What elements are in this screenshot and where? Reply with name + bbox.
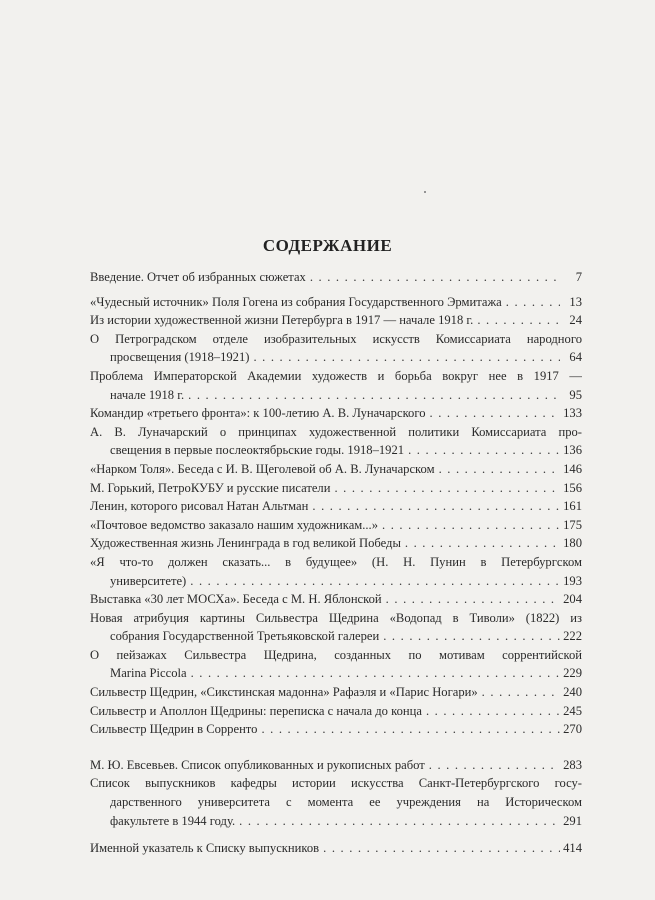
toc-entry [90, 423, 582, 460]
page-number: 204 [563, 592, 582, 607]
toc-entry-title-line: А. В. Луначарский о принципах художественной политики Комиссариата про- [90, 424, 582, 439]
page-number: 161 [563, 499, 582, 514]
toc-entry-title-line: университете) [110, 573, 187, 588]
toc-entry-title-line: «Нарком Толя». Беседа с И. В. Щеголевой об А. В. Луначарском [90, 461, 435, 476]
toc-entry [90, 367, 582, 404]
page-number: 95 [569, 387, 582, 402]
page-number: 240 [563, 685, 582, 700]
page-number: 175 [563, 517, 582, 532]
table-of-contents [90, 268, 582, 858]
toc-entry-title-line: О пейзажах Сильвестра Щедрина, созданных по мотивам соррентийской [90, 647, 582, 662]
toc-entry-title-line: Ленин, которого рисовал Натан Альтман [90, 499, 309, 514]
toc-entry [90, 774, 582, 830]
toc-entry-title-line: Сильвестр и Аполлон Щедрины: переписка с начала до конца [90, 703, 422, 718]
toc-entry [90, 702, 582, 721]
toc-entry [90, 646, 582, 683]
toc-entry-title-line: просвещения (1918–1921) [110, 350, 250, 365]
toc-entry [90, 839, 582, 858]
page-number: 222 [563, 629, 582, 644]
page-number: 193 [563, 573, 582, 588]
toc-entry [90, 311, 582, 330]
toc-entry-title-line: Именной указатель к Списку выпускников [90, 841, 320, 856]
dot-leader [439, 460, 560, 479]
toc-entry [90, 479, 582, 498]
page-number: 270 [563, 722, 582, 737]
page-number: 7 [575, 270, 582, 284]
dot-leader [334, 479, 560, 498]
toc-entry [90, 609, 582, 646]
dot-leader [477, 311, 560, 330]
dot-leader [310, 268, 560, 287]
toc-entry-title-line: Введение. Отчет об избранных сюжетах [90, 270, 306, 284]
dot-leader [382, 516, 560, 535]
dot-leader [191, 664, 560, 683]
dot-leader [482, 683, 560, 702]
toc-entry-title-line: Сильвестр Щедрин, «Сикстинская мадонна» Рафаэля и «Парис Ногари» [90, 685, 478, 700]
toc-entry-title-line: дарственного университета с момента ее учреждения на Историческом [110, 795, 582, 810]
dot-leader [239, 812, 560, 831]
toc-entry-title-line: Художественная жизнь Ленинграда в год великой Победы [90, 536, 401, 551]
toc-entry-title-line: М. Горький, ПетроКУБУ и русские писатели [90, 480, 331, 495]
toc-entry-title-line: начале 1918 г. [110, 387, 185, 402]
page-number: 291 [563, 813, 582, 828]
dot-leader [188, 386, 560, 405]
page-number: 180 [563, 536, 582, 551]
page-number: 245 [563, 703, 582, 718]
page-number: 156 [563, 480, 582, 495]
page-number: 133 [563, 406, 582, 421]
toc-entry [90, 553, 582, 590]
dot-leader [426, 702, 560, 721]
toc-entry-title-line: Из истории художественной жизни Петербурга в 1917 — начале 1918 г. [90, 313, 474, 328]
toc-entry [90, 460, 582, 479]
dot-leader [383, 627, 560, 646]
toc-entry [90, 516, 582, 535]
toc-entry-title-line: Командир «третьего фронта»: к 100-летию А. В. Луначарского [90, 406, 426, 421]
toc-entry-title-line: О Петроградском отделе изобразительных искусств Комиссариата народного [90, 331, 582, 346]
toc-entry [90, 497, 582, 516]
toc-entry [90, 756, 582, 775]
dot-leader [429, 756, 560, 775]
toc-entry [90, 404, 582, 423]
dot-leader [253, 348, 560, 367]
dot-leader [312, 497, 560, 516]
toc-entry [90, 268, 582, 287]
toc-entry-title-line: факультете в 1944 году. [110, 813, 236, 828]
toc-entry-title-line: Marina Piccola [110, 666, 187, 681]
dot-leader [506, 293, 560, 312]
toc-entry-title-line: «Чудесный источник» Поля Гогена из собрания Государственного Эрмитажа [90, 294, 502, 309]
toc-entry-title-line: Выставка «30 лет МОСХа». Беседа с М. Н. Яблонской [90, 592, 382, 607]
dot-leader [323, 839, 560, 858]
page-number: 64 [569, 350, 582, 365]
toc-entry [90, 330, 582, 367]
dot-leader [386, 590, 560, 609]
toc-entry [90, 590, 582, 609]
toc-entry-title-line: «Почтовое ведомство заказало нашим художникам...» [90, 517, 379, 532]
toc-entry-title-line: свещения в первые послеоктябрьские годы. 1918–1921 [110, 443, 405, 458]
toc-entry-title-line: Список выпускников кафедры истории искусства Санкт-Петербургского госу- [90, 776, 582, 791]
toc-entry-title-line: «Я что-то должен сказать... в будущее» (Н. Н. Пунин в Петербургском [90, 554, 582, 569]
toc-entry [90, 720, 582, 739]
page-number: 24 [569, 313, 582, 328]
toc-entry-title-line: Сильвестр Щедрин в Сорренто [90, 722, 258, 737]
dot-leader [408, 441, 560, 460]
page-number: 136 [563, 443, 582, 458]
page-number: 283 [563, 757, 582, 772]
page-number: 13 [569, 294, 582, 309]
toc-entry-title-line: собрания Государственной Третьяковской галереи [110, 629, 380, 644]
dot-leader [190, 572, 560, 591]
dot-leader [261, 720, 560, 739]
toc-entry [90, 293, 582, 312]
toc-entry [90, 534, 582, 553]
dot-leader [405, 534, 560, 553]
dot-leader [430, 404, 561, 423]
page-number: 229 [563, 666, 582, 681]
paper-speck [424, 191, 426, 193]
toc-entry-title-line: М. Ю. Евсевьев. Список опубликованных и рукописных работ [90, 757, 425, 772]
toc-entry-title-line: Новая атрибуция картины Сильвестра Щедрина «Водопад в Тиволи» (1822) из [90, 610, 582, 625]
page-title: СОДЕРЖАНИЕ [262, 236, 393, 255]
page-number: 414 [563, 841, 582, 856]
page-number: 146 [563, 461, 582, 476]
toc-entry-title-line: Проблема Императорской Академии художеств и борьба вокруг нее в 1917 — [90, 368, 582, 383]
toc-entry [90, 683, 582, 702]
